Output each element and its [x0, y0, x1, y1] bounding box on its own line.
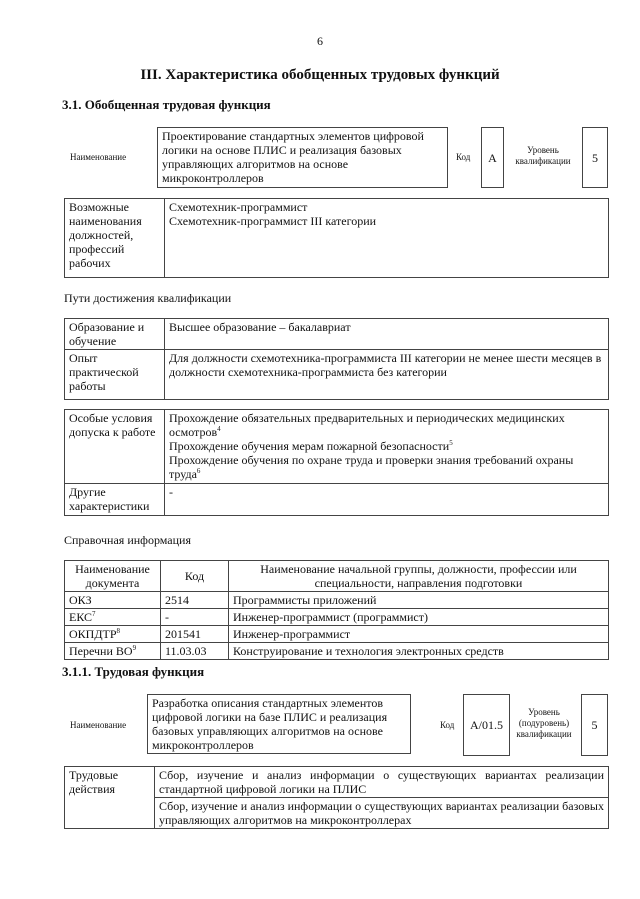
other-value: -: [165, 484, 609, 516]
ref-header-doc: Наименование документа: [65, 561, 161, 592]
ref-row: ОКЗ 2514 Программисты приложений: [65, 592, 609, 609]
action-item: Сбор, изучение и анализ информации о существующих вариантах реализации базовых управляющих алгоритмов на микроконтроллерах: [155, 798, 609, 829]
experience-label: Опыт практической работы: [65, 350, 165, 400]
gtf-code-label: Код: [456, 152, 471, 162]
gtf-name-label: Наименование: [70, 152, 127, 162]
education-label: Образование и обучение: [65, 319, 165, 350]
ref-header-code: Код: [161, 561, 229, 592]
actions-table: [64, 766, 609, 829]
gtf-heading: 3.1. Обобщенная трудовая функция: [62, 97, 271, 112]
gtf-name-value: Проектирование стандартных элементов цифровой логики на основе ПЛИС и реализация базовых управляющих алгоритмов на основе микроконтроллеров: [157, 127, 448, 188]
position-item: Схемотехник-программист III категории: [169, 214, 377, 228]
section-title: III. Характеристика обобщенных трудовых функций: [140, 67, 500, 83]
ref-row: ОКПДТР$^8$ 201541 Инженер-программист: [65, 626, 609, 643]
tf-level-label: Уровень (подуровень) квалификации: [516, 707, 572, 739]
page-number: 6: [317, 34, 323, 48]
gtf-level-label: Уровень квалификации: [515, 145, 571, 166]
tf-code-value: А/01.5: [463, 694, 510, 756]
special-item: Прохождение обучения по охране труда и проверки знания требований охраны труда$^6$: [169, 453, 574, 481]
gtf-level-value: 5: [582, 127, 608, 188]
special-label: Особые условия допуска к работе: [65, 410, 165, 484]
positions-label: Возможные наименования должностей, профессий рабочих: [65, 199, 165, 278]
tf-name-label: Наименование: [70, 720, 127, 730]
education-value: Высшее образование – бакалавриат: [165, 319, 609, 350]
experience-value: Для должности схемотехника-программиста III категории не менее шести месяцев в должности схемотехника-программиста без категории: [165, 350, 609, 400]
action-item: Сбор, изучение и анализ информации о существующих вариантах реализации стандартной цифровой логики на ПЛИС: [155, 767, 609, 798]
tf-code-label: Код: [440, 720, 455, 730]
ref-header-name: Наименование начальной группы, должности, профессии или специальности, направления подготовки: [229, 561, 609, 592]
reference-table: [64, 560, 609, 660]
ref-heading: Справочная информация: [64, 533, 191, 547]
special-item: Прохождение обучения мерам пожарной безопасности$^5$: [169, 439, 453, 453]
gtf-code-value: А: [481, 127, 504, 188]
position-item: Схемотехник-программист: [169, 200, 308, 214]
actions-label: Трудовые действия: [65, 767, 155, 829]
tf-name-value: Разработка описания стандартных элементов цифровой логики на базе ПЛИС и реализация базовых управляющих алгоритмов на основе микроконтроллеров: [147, 694, 411, 754]
paths-heading: Пути достижения квалификации: [64, 291, 232, 305]
tf-heading: 3.1.1. Трудовая функция: [62, 664, 205, 679]
tf-level-value: 5: [581, 694, 608, 756]
other-label: Другие характеристики: [65, 484, 165, 516]
paths-table: [64, 318, 609, 400]
special-item: Прохождение обязательных предварительных и периодических медицинских осмотров$^4$: [169, 411, 565, 439]
ref-row: Перечни $ВО^9$ 11.03.03 Конструирование и технология электронных средств: [65, 643, 609, 660]
conditions-table: [64, 409, 609, 516]
positions-table: [64, 198, 609, 278]
ref-row: ЕКС$^7$ - Инженер-программист (программист): [65, 609, 609, 626]
